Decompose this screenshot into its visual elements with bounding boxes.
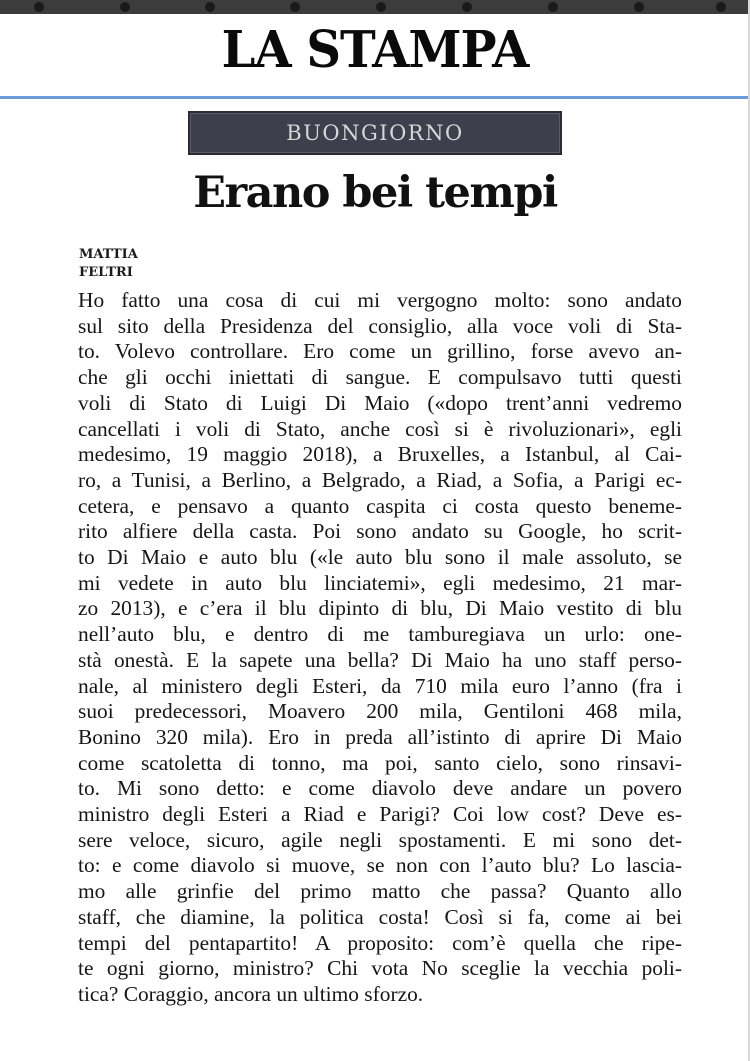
article-clipping bbox=[0, 101, 750, 1061]
article-line: medesimo, 19 maggio 2018), a Bruxelles, a Istanbul, al Cai- bbox=[78, 442, 682, 467]
author-first-name: MATTIA bbox=[79, 247, 138, 262]
article-line: Bonino 320 mila). Ero in preda all’istinto di aprire Di Maio bbox=[78, 724, 682, 749]
strip-dot bbox=[634, 2, 644, 12]
article-line: stà onestà. E la sapete una bella? Di Maio ha uno staff perso- bbox=[78, 647, 682, 672]
article-line: to: e come diavolo si muove, se non con l’auto blu? Lo lascia- bbox=[78, 853, 682, 878]
newspaper-name: LA STAMPA bbox=[221, 20, 529, 80]
article-line: nale, al ministero degli Esteri, da 710 mila euro l’anno (fra i bbox=[78, 673, 682, 698]
article-line: mi vedete in auto blu linciatemi», egli medesimo, 21 mar- bbox=[78, 570, 682, 595]
masthead bbox=[0, 14, 750, 98]
article-line: to Di Maio e auto blu («le auto blu sono il male assoluto, se bbox=[78, 545, 682, 570]
article-line: to. Volevo controllare. Ero come un grillino, forse avevo an- bbox=[78, 339, 682, 364]
article-line: staff, che diamine, la politica costa! Così si fa, come ai bei bbox=[78, 904, 682, 929]
article-line: cetera, e pensavo a quanto caspita ci costa questo beneme- bbox=[78, 493, 682, 518]
article-line: tempi del pentapartito! A proposito: com’è quella che ripe- bbox=[78, 930, 682, 955]
article-body bbox=[78, 288, 682, 1008]
article-line: cancellati i voli di Stato, anche così si è rivoluzionari», egli bbox=[78, 416, 682, 441]
strip-dot bbox=[376, 2, 386, 12]
strip-dot bbox=[548, 2, 558, 12]
article-line: to. Mi sono detto: e come diavolo deve andare un povero bbox=[78, 776, 682, 801]
article-line: che gli occhi iniettati di sangue. E compulsavo tutti questi bbox=[78, 365, 682, 390]
article-line: tica? Coraggio, ancora un ultimo sforzo. bbox=[78, 981, 424, 1006]
article-line: rito alfiere della casta. Poi sono andato su Google, ho scrit- bbox=[78, 519, 682, 544]
strip-dot bbox=[120, 2, 130, 12]
article-line: voli di Stato di Luigi Di Maio («dopo trent’anni vedremo bbox=[78, 390, 682, 415]
strip-dot bbox=[716, 2, 726, 12]
article-headline: Erano bei tempi bbox=[193, 168, 557, 218]
strip-dot bbox=[462, 2, 472, 12]
article-line: sere veloce, sicuro, agile negli spostamenti. E mi sono det- bbox=[78, 827, 682, 852]
strip-dot bbox=[205, 2, 215, 12]
article-line: ministro degli Esteri a Riad e Parigi? Coi low cost? Deve es- bbox=[78, 802, 682, 827]
article-line: Ho fatto una cosa di cui mi vergogno molto: sono andato bbox=[78, 288, 682, 312]
author-byline bbox=[79, 246, 199, 282]
column-rubric-label: BUONGIORNO bbox=[286, 121, 464, 145]
article-line: zo 2013), e c’era il blu dipinto di blu, Di Maio vestito di blu bbox=[78, 596, 682, 621]
top-strip bbox=[0, 0, 750, 14]
article-line: nell’auto blu, e dentro di me tamburegiava un urlo: one- bbox=[78, 622, 682, 647]
article-line: sul sito della Presidenza del consiglio, alla voce voli di Sta- bbox=[78, 313, 682, 338]
article-line: mo alle grinfie del primo matto che passa? Quanto allo bbox=[78, 879, 682, 904]
article-line: suoi predecessori, Moavero 200 mila, Gentiloni 468 mila, bbox=[78, 699, 682, 724]
article-line: come scatoletta di tonno, ma poi, santo cielo, sono rinsavi- bbox=[78, 750, 682, 775]
column-rubric-box bbox=[188, 111, 562, 155]
strip-dot bbox=[34, 2, 44, 12]
article-line: ro, a Tunisi, a Berlino, a Belgrado, a Riad, a Sofia, a Parigi ec- bbox=[78, 467, 682, 492]
masthead-divider bbox=[0, 96, 750, 99]
strip-dot bbox=[290, 2, 300, 12]
author-last-name: FELTRI bbox=[79, 265, 133, 280]
article-line: te ogni giorno, ministro? Chi vota No sceglie la vecchia poli- bbox=[78, 956, 682, 981]
